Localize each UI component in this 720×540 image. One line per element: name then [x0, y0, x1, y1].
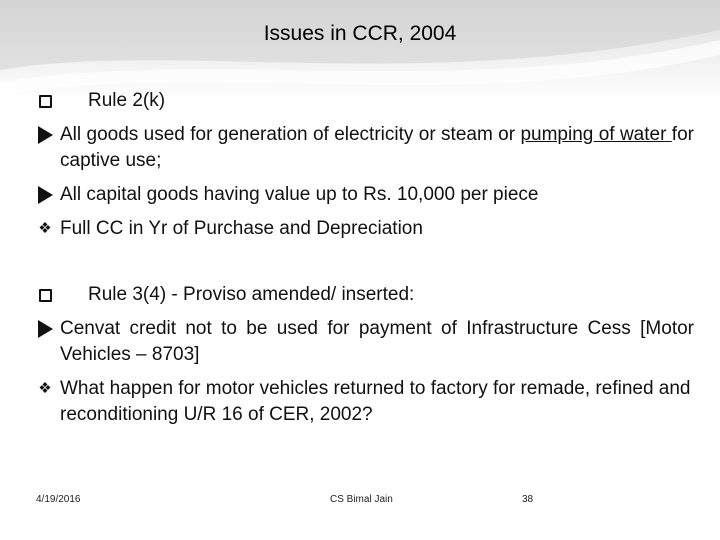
- footer-date: 4/19/2016: [36, 494, 81, 505]
- diamond-icon: ❖: [38, 380, 52, 397]
- section1-heading-text: Rule 2(k): [88, 90, 166, 111]
- slide-title: Issues in CCR, 2004: [263, 22, 457, 45]
- bullet-text: for captive use;: [60, 124, 694, 171]
- section2-heading-text: Rule 3(4) - Proviso amended/ inserted:: [88, 284, 415, 305]
- underlined-text: pumping of water: [520, 124, 672, 145]
- section2-bullet-2: [34, 376, 694, 428]
- section1-bullet-2: [34, 182, 694, 208]
- bullet-text: Full CC in Yr of Purchase and Depreciation: [60, 218, 423, 239]
- diamond-icon: ❖: [38, 220, 52, 237]
- triangle-arrow-icon: [34, 122, 56, 148]
- bullet-text: Cenvat credit not to be used for payment of Infrastructure Cess [Motor Vehicles – 8703]: [60, 318, 694, 365]
- section1-heading: [34, 88, 694, 114]
- checkbox-icon: [34, 88, 56, 114]
- triangle-arrow-icon: [34, 316, 56, 342]
- checkbox-icon: [34, 282, 56, 308]
- bullet-text: All capital goods having value up to Rs. 10,000 per piece: [60, 184, 539, 205]
- spacer: [34, 250, 694, 282]
- bullet-text: What happen for motor vehicles returned to factory for remade, refined and reconditioning U/R 16 of CER, 2002?: [60, 378, 691, 425]
- footer-page-number: 38: [522, 494, 534, 505]
- section2-bullet-1: [34, 316, 694, 368]
- section1-bullet-1: [34, 122, 694, 174]
- section2-heading: [34, 282, 694, 308]
- footer-author: CS Bimal Jain: [330, 494, 393, 505]
- section1-bullet-3: [34, 216, 694, 242]
- slide-content: [34, 88, 694, 436]
- bullet-text: All goods used for generation of electricity or steam or: [60, 124, 521, 145]
- triangle-arrow-icon: [34, 182, 56, 208]
